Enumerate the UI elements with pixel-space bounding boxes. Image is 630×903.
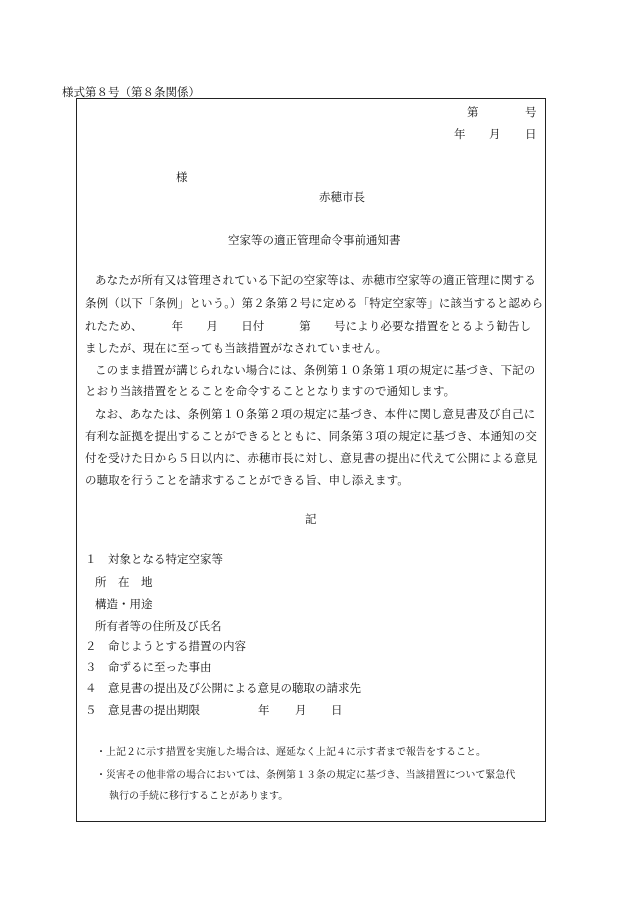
- item-1-owner: 所有者等の住所及び氏名: [95, 619, 222, 633]
- body-p3-line3: 付を受けた日から５日以内に、赤穂市長に対し、意見書の提出に代えて公開による意見: [85, 451, 538, 465]
- item-5: ５ 意見書の提出期限: [85, 703, 200, 717]
- number-go: 号: [525, 105, 537, 119]
- body-p1-line3: れたため、 年 月 日付 第 号により必要な措置をとるよう勧告し: [85, 319, 532, 333]
- number-dai: 第: [467, 105, 479, 119]
- body-p1-line2: 条例（以下「条例」という。）第２条第２号に定める「特定空家等」に該当すると認めら: [85, 296, 544, 310]
- item-1-location: 所 在 地: [95, 575, 153, 589]
- item-3: ３ 命ずるに至った事由: [85, 660, 212, 674]
- form-number: 様式第８号（第８条関係）: [62, 85, 200, 99]
- ki-heading: 記: [305, 512, 317, 526]
- item-2: ２ 命じようとする措置の内容: [85, 639, 246, 653]
- body-p2-line1: このまま措置が講じられない場合には、条例第１０条第１項の規定に基づき、下記の: [95, 363, 536, 377]
- body-p1-line4: ましたが、現在に至っても当該措置がなされていません。: [85, 341, 388, 355]
- item-5-month: 月: [295, 703, 307, 717]
- body-p3-line1: なお、あなたは、条例第１０条第２項の規定に基づき、本件に関し意見書及び自己に: [95, 407, 536, 421]
- addressee-suffix: 様: [176, 170, 188, 184]
- sender: 赤穂市長: [319, 190, 365, 204]
- page-title: 空家等の適正管理命令事前通知書: [228, 233, 401, 247]
- date-year: 年: [454, 127, 466, 141]
- item-4: ４ 意見書の提出及び公開による意見の聴取の請求先: [85, 681, 361, 695]
- item-1: １ 対象となる特定空家等: [85, 552, 223, 566]
- item-5-year: 年: [258, 703, 270, 717]
- body-p1-line1: あなたが所有又は管理されている下記の空家等は、赤穂市空家等の適正管理に関する: [95, 273, 536, 287]
- body-p3-line2: 有利な証拠を提出することができるとともに、同条第３項の規定に基づき、本通知の交: [85, 429, 537, 443]
- note-2-line2: 執行の手続に移行することがあります。: [109, 791, 289, 802]
- note-2-line1: ・災害その他非常の場合においては、条例第１３条の規定に基づき、当該措置について緊急代: [96, 770, 516, 781]
- body-p2-line2: とおり当該措置をとることを命令することとなりますので通知します。: [85, 384, 456, 398]
- note-1: ・上記２に示す措置を実施した場合は、遅延なく上記４に示す者まで報告をすること。: [96, 747, 486, 758]
- body-p3-line4: の聴取を行うことを請求することができる旨、申し添えます。: [85, 473, 409, 487]
- date-month: 月: [489, 127, 501, 141]
- date-day: 日: [525, 127, 537, 141]
- item-1-structure: 構造・用途: [95, 597, 153, 611]
- item-5-day: 日: [331, 703, 343, 717]
